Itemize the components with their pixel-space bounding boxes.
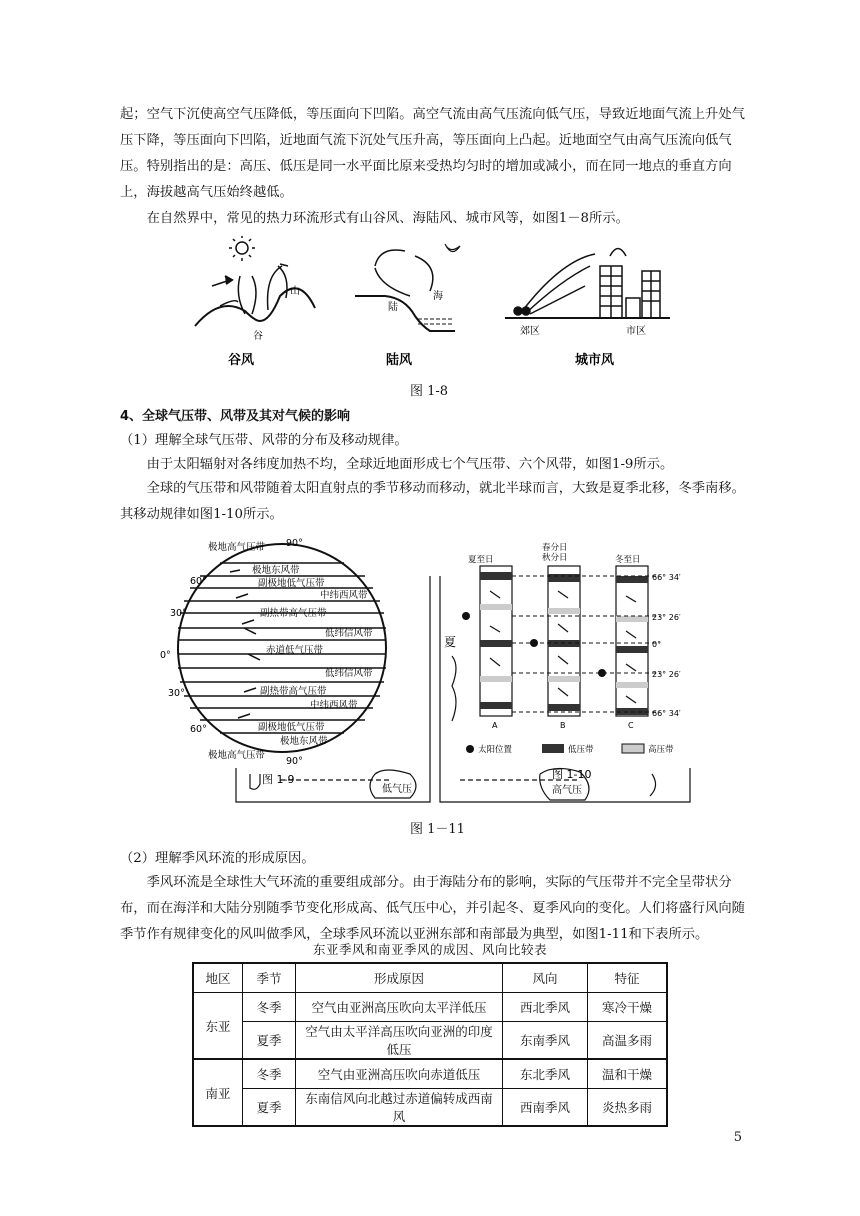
table-row xyxy=(193,993,667,1022)
col-b-header-2: 秋分日 xyxy=(542,553,568,563)
lat-30n: 30° xyxy=(170,608,187,619)
header-direction: 风向 xyxy=(503,963,588,993)
figure-1-9-label: 图 1-9 xyxy=(262,773,295,786)
section-heading-4: 4、全球气压带、风带及其对气候的影响 xyxy=(120,409,351,424)
col-c-header: 冬至日 xyxy=(615,555,641,565)
summer-label: 夏 xyxy=(444,635,457,649)
land-wind-title: 陆风 xyxy=(386,353,413,368)
col-a-header: 夏至日 xyxy=(468,555,494,565)
city-wind-title: 城市风 xyxy=(575,353,615,368)
header-cause: 形成原因 xyxy=(296,963,503,993)
lat-60s: 60° xyxy=(190,724,207,735)
figure-1-10-label: 图 1-10 xyxy=(552,768,592,781)
cause-cell: 空气由亚洲高压吹向太平洋低压 xyxy=(296,993,503,1022)
band-label-11: 极地东风带 xyxy=(280,736,328,747)
figure-1-8 xyxy=(190,236,680,376)
band-label-6: 赤道低气压带 xyxy=(266,645,324,656)
col-letter-a: A xyxy=(492,721,498,730)
sea-label: 海 xyxy=(433,291,443,302)
feature-cell: 高温多雨 xyxy=(588,1022,668,1060)
fig110-headers xyxy=(468,542,641,565)
lat-0: 0° xyxy=(160,650,171,661)
valley-wind-diagram xyxy=(195,236,315,326)
season-cell: 冬季 xyxy=(243,993,296,1022)
land-label: 陆 xyxy=(388,302,398,313)
col-b-header-1: 春分日 xyxy=(542,543,568,553)
land-wind-diagram xyxy=(355,244,460,331)
header-feature: 特征 xyxy=(588,963,668,993)
page-number: 5 xyxy=(733,1130,742,1145)
band-label-3: 中纬西风带 xyxy=(320,590,368,601)
valley-label: 谷 xyxy=(253,331,263,342)
lat-30s: 30° xyxy=(168,688,185,699)
paragraph-pressure-belts: 由于太阳辐射对各纬度加热不均，全球近地面形成七个气压带、六个风带，如图1-9所示。 xyxy=(146,457,674,472)
region-cell: 南亚 xyxy=(193,1059,243,1126)
lat-23n: 23° 26′ xyxy=(652,613,681,622)
paragraph-belt-movement: 全球的气压带和风带随着太阳直射点的季节移动而移动，就北半球而言，大致是夏季北移，冬季南移。其移动规律如图1-10所示。 xyxy=(120,481,745,522)
legend-sun: 太阳位置 xyxy=(478,745,513,755)
header-region: 地区 xyxy=(193,963,243,993)
high-pressure-label: 高气压 xyxy=(552,785,582,796)
lat-eq: 0° xyxy=(652,640,662,649)
sun-legend-icon xyxy=(466,745,474,753)
low-legend-swatch xyxy=(542,744,564,753)
table-caption: 东亚季风和南亚季风的成因、风向比较表 xyxy=(312,942,547,957)
band-label-5: 低纬信风带 xyxy=(325,628,373,639)
subheading-1: （1）理解全球气压带、风带的分布及移动规律。 xyxy=(120,433,408,448)
city-wind-diagram xyxy=(505,249,670,319)
lat-23s: 23° 26′ xyxy=(652,670,681,679)
region-cell: 东亚 xyxy=(193,993,243,1060)
table-row xyxy=(193,1089,667,1127)
figure-1-11-caption: 图 1－11 xyxy=(410,822,465,837)
band-label-1: 极地东风带 xyxy=(252,565,300,576)
monsoon-comparison-table xyxy=(192,962,668,1127)
season-cell: 冬季 xyxy=(243,1059,296,1089)
high-legend-swatch xyxy=(622,744,644,753)
band-label-10: 副极地低气压带 xyxy=(258,722,325,733)
col-letter-c: C xyxy=(628,721,634,730)
band-label-7: 低纬信风带 xyxy=(325,668,373,679)
legend-low: 低压带 xyxy=(568,745,594,755)
season-cell: 夏季 xyxy=(243,1089,296,1127)
band-label-0: 极地高气压带 xyxy=(208,542,266,553)
feature-cell: 寒冷干燥 xyxy=(588,993,668,1022)
valley-wind-title: 谷风 xyxy=(228,353,255,368)
fig110-legend xyxy=(466,744,674,755)
band-label-8: 副热带高气压带 xyxy=(260,686,327,697)
paragraph-pressure-explanation: 起；空气下沉使高空气压降低，等压面向下凹陷。高空气流由高气压流向低气压，导致近地面气流上升处气压下降，等压面向下凹陷，近地面气流下沉处气压升高，等压面向上凸起。近地面空气由高气压流向低气压。特别指出的是：高压、低压是同一水平面比原来受热均匀时的增加或减小，而在同一地点的垂直方向上，海拔越高气压始终越低。 xyxy=(120,107,745,200)
table-row xyxy=(193,1059,667,1089)
direction-cell: 西南季风 xyxy=(503,1089,588,1127)
band-label-9: 中纬西风带 xyxy=(310,700,358,711)
lat-66s: 66° 34′ xyxy=(652,709,681,718)
fig110-lat-labels xyxy=(492,573,681,730)
lat-90n: 90° xyxy=(286,538,303,549)
band-label-4: 副热带高气压带 xyxy=(260,608,327,619)
downtown-label: 市区 xyxy=(626,326,646,337)
band-label-12: 极地高气压带 xyxy=(208,750,266,761)
paragraph-thermal-circulation: 在自然界中，常见的热力环流形式有山谷风、海陆风、城市风等，如图1－8所示。 xyxy=(146,211,629,226)
figure-1-11 xyxy=(160,536,700,806)
header-season: 季节 xyxy=(243,963,296,993)
paragraph-monsoon: 季风环流是全球性大气环流的重要组成部分。由于海陆分布的影响，实际的气压带并不完全呈带状分布，而在海洋和大陆分别随季节变化形成高、低气压中心，并引起冬、夏季风向的变化。人们将盛行风向随季节作有规律变化的风叫做季风，全球季风环流以亚洲东部和南部最为典型，如图1-11和下表所示。 xyxy=(120,875,745,942)
legend-high: 高压带 xyxy=(648,745,674,755)
subheading-2: （2）理解季风环流的形成原因。 xyxy=(120,851,315,866)
fig110-columns xyxy=(480,566,660,716)
table-header-row xyxy=(193,963,667,993)
direction-cell: 东南季风 xyxy=(503,1022,588,1060)
feature-cell: 炎热多雨 xyxy=(588,1089,668,1127)
mountain-label: 山 xyxy=(290,286,300,297)
season-cell: 夏季 xyxy=(243,1022,296,1060)
col-letter-b: B xyxy=(560,721,566,730)
lat-66n: 66° 34′ xyxy=(652,573,681,582)
direction-cell: 西北季风 xyxy=(503,993,588,1022)
cause-cell: 东南信风向北越过赤道偏转成西南风 xyxy=(296,1089,503,1127)
feature-cell: 温和干燥 xyxy=(588,1059,668,1089)
table-row xyxy=(193,1022,667,1060)
band-label-2: 副极地低气压带 xyxy=(258,578,325,589)
suburb-label: 郊区 xyxy=(520,326,540,337)
lat-60n: 60° xyxy=(190,576,207,587)
lat-90s: 90° xyxy=(286,756,303,767)
cause-cell: 空气由亚洲高压吹向赤道低压 xyxy=(296,1059,503,1089)
direction-cell: 东北季风 xyxy=(503,1059,588,1089)
figure-1-8-caption: 图 1-8 xyxy=(410,384,449,399)
cause-cell: 空气由太平洋高压吹向亚洲的印度低压 xyxy=(296,1022,503,1060)
low-pressure-label: 低气压 xyxy=(382,784,412,795)
